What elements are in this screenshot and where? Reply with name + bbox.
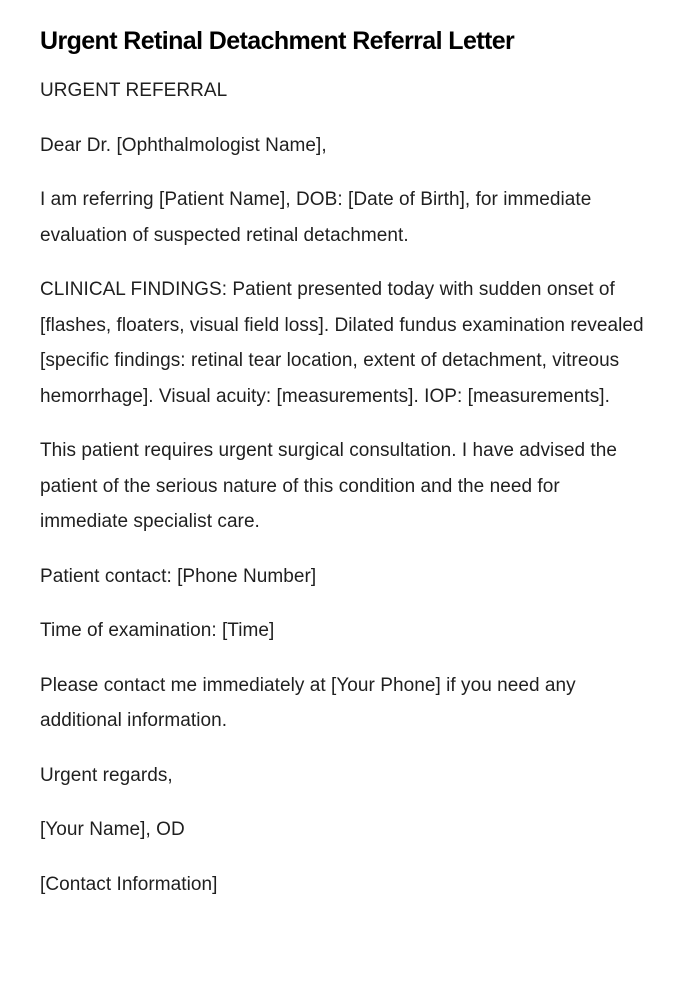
letter-document	[40, 24, 650, 921]
salutation: Dear Dr. [Ophthalmologist Name],	[40, 134, 327, 156]
referral-heading: URGENT REFERRAL	[40, 80, 228, 101]
closing: Urgent regards,	[40, 764, 173, 786]
urgency-statement: This patient requires urgent surgical consultation. I have advised the patient of the serious nature of this condition and the need for immediate specialist care.	[40, 440, 617, 532]
document-title: Urgent Retinal Detachment Referral Letter	[40, 27, 515, 55]
signature-name: [Your Name], OD	[40, 819, 185, 840]
signature-contact: [Contact Information]	[40, 873, 218, 895]
referral-intro: I am referring [Patient Name], DOB: [Date of Birth], for immediate evaluation of suspected retinal detachment.	[40, 189, 592, 246]
patient-contact: Patient contact: [Phone Number]	[40, 565, 317, 587]
contact-request: Please contact me immediately at [Your Phone] if you need any additional information.	[40, 674, 576, 731]
clinical-findings: CLINICAL FINDINGS: Patient presented today with sudden onset of [flashes, floaters, visual field loss]. Dilated fundus examination revealed [specific findings: retinal tear location, extent of detachment, vitreous hemorrhage]. Visual acuity: [measurements]. IOP: [measurements].	[40, 279, 644, 407]
examination-time: Time of examination: [Time]	[40, 620, 275, 641]
